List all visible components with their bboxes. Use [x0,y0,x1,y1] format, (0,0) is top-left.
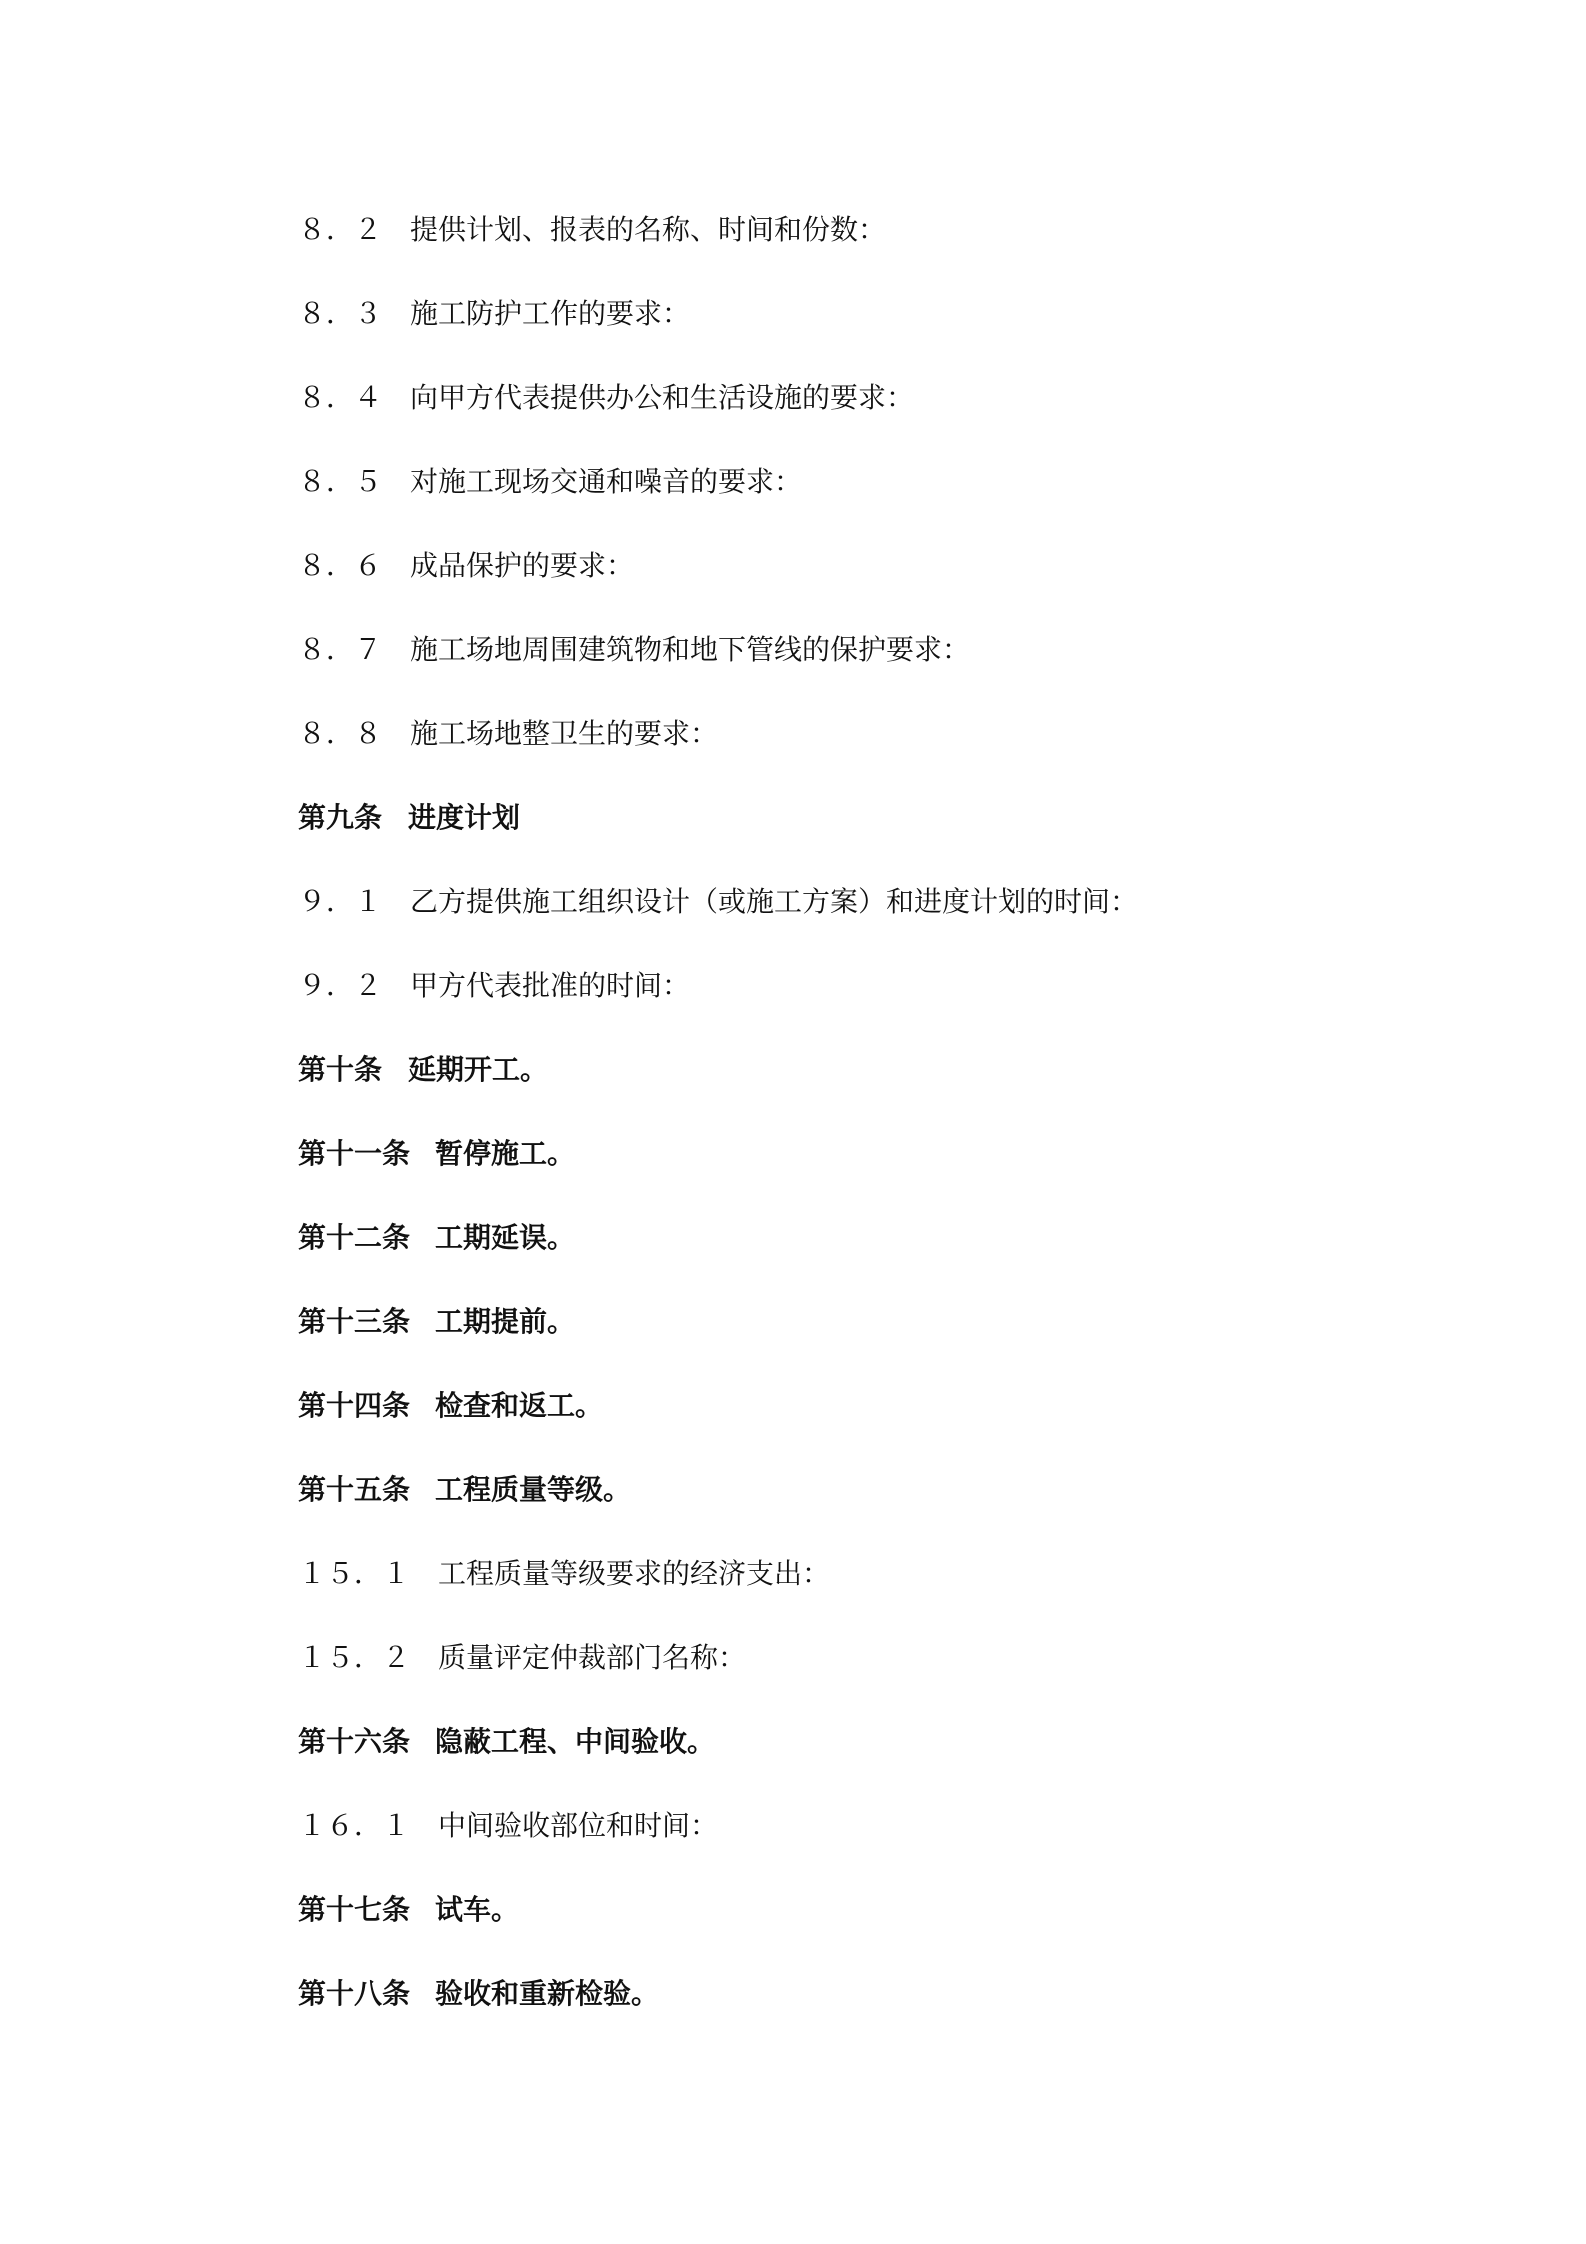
clause-number: ８．８ [298,717,383,750]
article-15-heading [298,1470,631,1510]
clause-8-8 [298,714,718,754]
article-9-heading [298,798,520,838]
clause-number: ８．５ [298,465,383,498]
clause-15-1 [298,1554,830,1594]
clause-text: 中间验收部位和时间： [438,1809,719,1842]
article-title: 工期延误。 [435,1221,576,1254]
article-title: 进度计划 [408,801,521,834]
article-number: 第十四条 [298,1389,411,1422]
article-title: 工程质量等级。 [435,1473,632,1506]
clause-number: ８．２ [298,213,383,246]
clause-8-7 [298,630,970,670]
article-title: 检查和返工。 [435,1389,604,1422]
article-title: 延期开工。 [408,1053,549,1086]
clause-number: ９．１ [298,885,383,918]
clause-8-6 [298,546,634,586]
article-number: 第十五条 [298,1473,411,1506]
article-title: 隐蔽工程、中间验收。 [435,1725,716,1758]
clause-text: 甲方代表批准的时间： [410,969,691,1002]
clause-15-2 [298,1638,746,1678]
clause-text: 对施工现场交通和噪音的要求： [410,465,803,498]
clause-number: ８．６ [298,549,383,582]
article-number: 第九条 [298,801,383,834]
article-number: 第十条 [298,1053,383,1086]
clause-text: 提供计划、报表的名称、时间和份数： [410,213,887,246]
clause-text: 向甲方代表提供办公和生活设施的要求： [410,381,915,414]
clause-text: 成品保护的要求： [410,549,635,582]
clause-8-3 [298,294,690,334]
clause-text: 施工场地整卫生的要求： [410,717,719,750]
clause-number: ８．４ [298,381,383,414]
clause-9-2 [298,966,690,1006]
clause-8-4 [298,378,914,418]
article-number: 第十八条 [298,1977,411,2010]
article-number: 第十七条 [298,1893,411,1926]
clause-number: ８．７ [298,633,383,666]
clause-number: ８．３ [298,297,383,330]
article-number: 第十二条 [298,1221,411,1254]
article-14-heading [298,1386,603,1426]
article-number: 第十一条 [298,1137,411,1170]
article-12-heading [298,1218,575,1258]
article-13-heading [298,1302,575,1342]
article-10-heading [298,1050,548,1090]
clause-number: １５．１ [298,1557,411,1590]
clause-text: 工程质量等级要求的经济支出： [438,1557,831,1590]
clause-number: １５．２ [298,1641,411,1674]
article-number: 第十六条 [298,1725,411,1758]
article-title: 工期提前。 [435,1305,576,1338]
article-title: 暂停施工。 [435,1137,576,1170]
article-title: 验收和重新检验。 [435,1977,660,2010]
clause-text: 乙方提供施工组织设计（或施工方案）和进度计划的时间： [410,885,1139,918]
clause-text: 施工场地周围建筑物和地下管线的保护要求： [410,633,971,666]
article-17-heading [298,1890,519,1930]
clause-16-1 [298,1806,718,1846]
clause-number: ９．２ [298,969,383,1002]
clause-9-1 [298,882,1138,922]
clause-8-5 [298,462,802,502]
article-number: 第十三条 [298,1305,411,1338]
article-18-heading [298,1974,659,2014]
article-11-heading [298,1134,575,1174]
clause-text: 质量评定仲裁部门名称： [438,1641,747,1674]
clause-text: 施工防护工作的要求： [410,297,691,330]
article-title: 试车。 [435,1893,520,1926]
article-16-heading [298,1722,715,1762]
clause-number: １６．１ [298,1809,411,1842]
clause-8-2 [298,210,886,250]
